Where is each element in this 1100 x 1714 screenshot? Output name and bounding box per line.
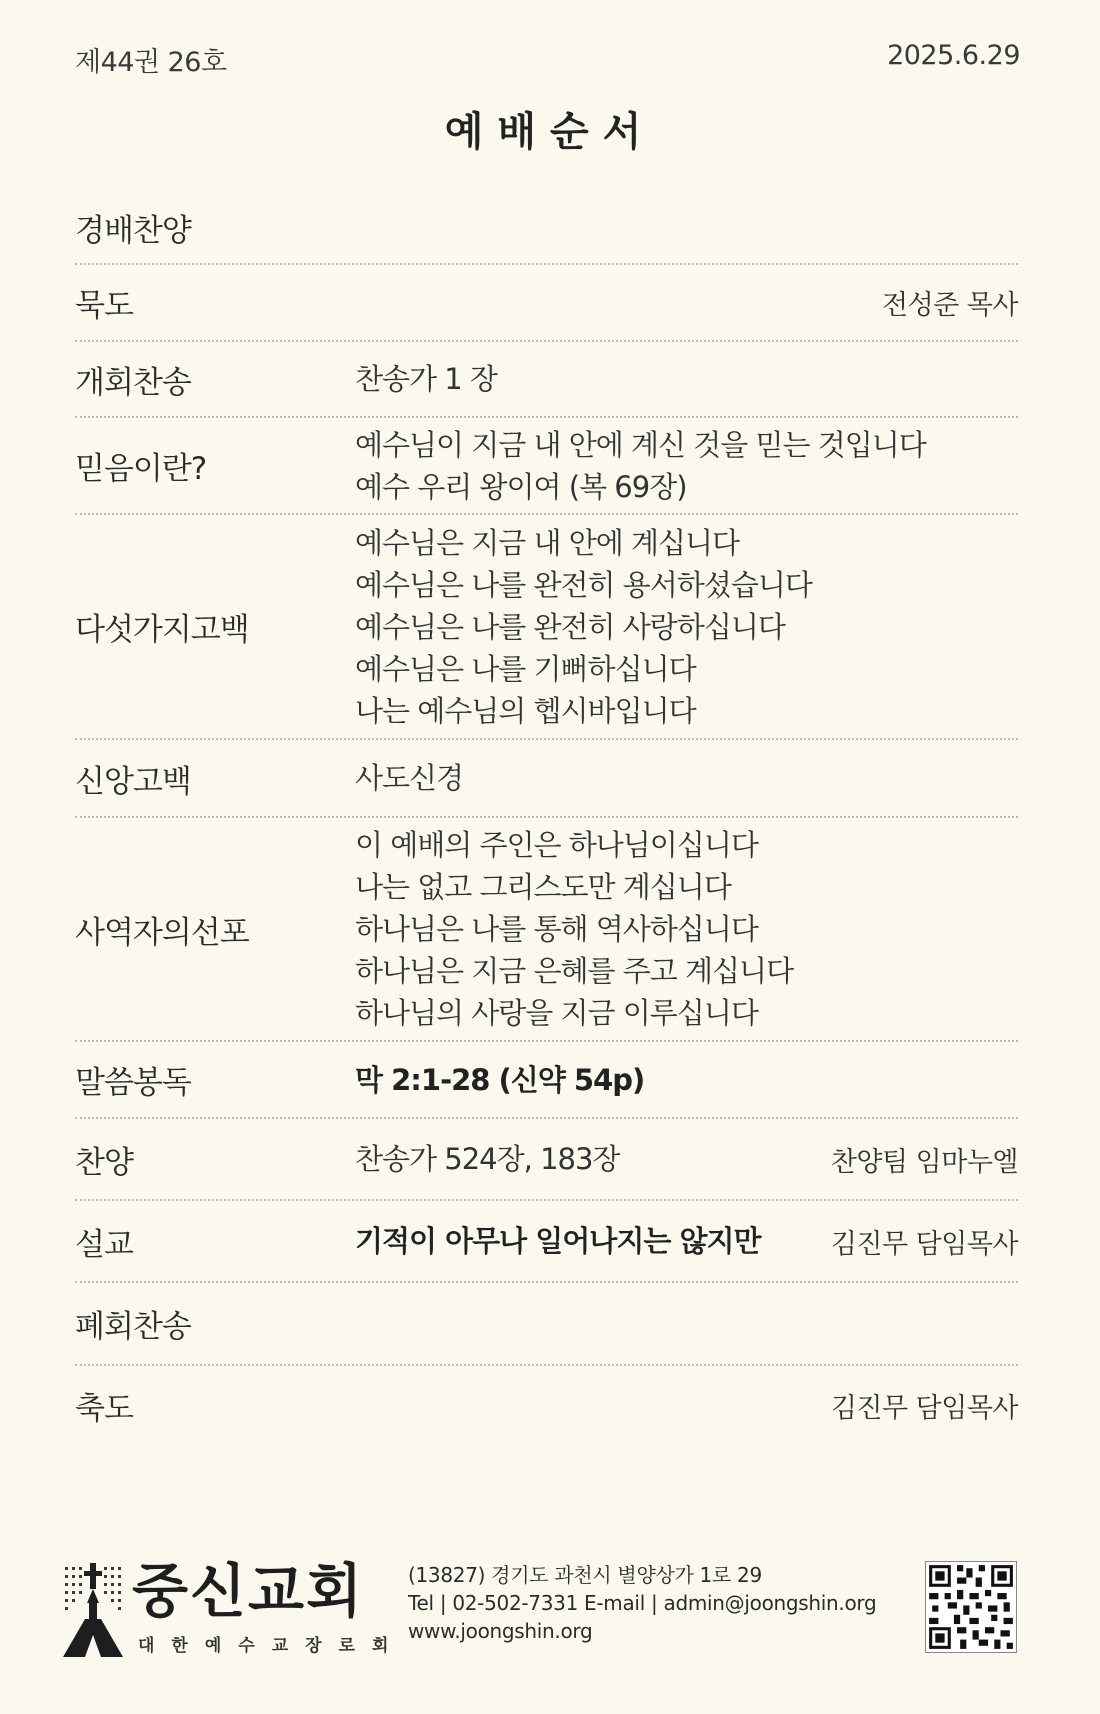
program-label: 말씀봉독 — [75, 1065, 191, 1101]
program-row-scripture-reading — [75, 1042, 1018, 1119]
program-leader: 전성준 목사 — [882, 290, 1018, 321]
program-row-praise — [75, 192, 1018, 265]
program-label: 폐회찬송 — [75, 1309, 191, 1345]
program-leader: 김진무 담임목사 — [830, 1392, 1018, 1424]
program-label: 축도 — [75, 1390, 133, 1427]
program-content-line: 예수님은 나를 완전히 사랑하십니다 — [355, 609, 785, 644]
program-row-opening-hymn — [75, 342, 1018, 418]
program-row-closing-hymn — [75, 1283, 1018, 1366]
program-content-line: 나는 없고 그리스도만 계십니다 — [355, 870, 731, 904]
volume-number: 제44권 26호 — [75, 47, 227, 78]
program-row-hymn — [75, 1119, 1018, 1201]
program-row-five-confessions — [75, 515, 1018, 740]
program-content — [355, 522, 1018, 732]
program-content — [355, 424, 1018, 508]
program-content-line: 이 예배의 주인은 하나님이십니다 — [355, 828, 758, 862]
program-content-line: 예수님은 나를 기뻐하십니다 — [355, 651, 696, 686]
program-content-line: 하나님의 사랑을 지금 이루십니다 — [355, 996, 758, 1030]
program-content-line: 찬송가 524장, 183장 — [355, 1142, 620, 1176]
program-label: 믿음이란? — [75, 451, 207, 487]
program-content-line: 예수님이 지금 내 안에 계신 것을 믿는 것입니다 — [355, 427, 926, 462]
program-content-line: 하나님은 지금 은혜를 주고 계십니다 — [355, 954, 794, 988]
program-content-line: 예수님은 지금 내 안에 계십니다 — [355, 525, 740, 560]
program-content — [355, 1059, 1018, 1101]
program-row-what-is-faith — [75, 418, 1018, 515]
program-content-line: 하나님은 나를 통해 역사하십니다 — [355, 912, 758, 946]
program-label: 다섯가지고백 — [75, 612, 249, 648]
program-label: 찬양 — [75, 1144, 133, 1181]
program-row-ministers-declaration — [75, 818, 1018, 1042]
program-label: 개회찬송 — [75, 364, 191, 401]
program-label: 묵도 — [75, 288, 133, 324]
bulletin-date: 2025.6.29 — [887, 40, 1020, 71]
program-label: 사역자의선포 — [75, 914, 249, 951]
program-label: 경배찬양 — [75, 213, 191, 249]
program-content-line: 기적이 아무나 일어나지는 않지만 — [355, 1224, 761, 1258]
program-label: 신앙고백 — [75, 763, 191, 800]
program-leader: 찬양팀 임마누엘 — [830, 1146, 1018, 1178]
qr-code-icon[interactable] — [925, 1561, 1017, 1653]
program-content-line: 막 2:1-28 (신약 54p) — [355, 1062, 645, 1097]
contact-info — [408, 1561, 876, 1645]
program-content — [355, 1138, 831, 1180]
program-label: 설교 — [75, 1226, 133, 1263]
program-row-benediction — [75, 1366, 1018, 1444]
program-leader: 김진무 담임목사 — [830, 1228, 1018, 1260]
church-logo-icon — [63, 1563, 123, 1657]
footer — [60, 1555, 1020, 1665]
program-row-creed — [75, 740, 1018, 818]
program-content — [355, 757, 1018, 799]
tel-email: Tel | 02-502-7331 E-mail | admin@joongshin.org — [408, 1591, 877, 1615]
program-content-line: 예수 우리 왕이여 (복 69장) — [355, 469, 687, 504]
denomination-name: 대한예수교장로회 — [138, 1636, 406, 1656]
address: (13827) 경기도 과천시 별양상가 1로 29 — [408, 1563, 762, 1587]
church-name: 중신교회 — [132, 1557, 365, 1625]
program-row-silent-prayer — [75, 265, 1018, 342]
program-row-sermon — [75, 1201, 1018, 1283]
program-content — [355, 824, 1018, 1034]
program-content-line: 예수님은 나를 완전히 용서하셨습니다 — [355, 567, 812, 602]
header-meta — [75, 40, 1020, 79]
program-content-line: 찬송가 1 장 — [355, 362, 497, 396]
program-content — [355, 1220, 831, 1262]
worship-order-list — [75, 192, 1018, 1444]
program-content — [355, 358, 1018, 400]
program-content-line: 사도신경 — [355, 761, 464, 795]
website-link[interactable]: www.joongshin.org — [408, 1619, 593, 1643]
page-title: 예배순서 — [444, 109, 656, 155]
program-content-line: 나는 예수님의 헵시바입니다 — [355, 693, 696, 728]
